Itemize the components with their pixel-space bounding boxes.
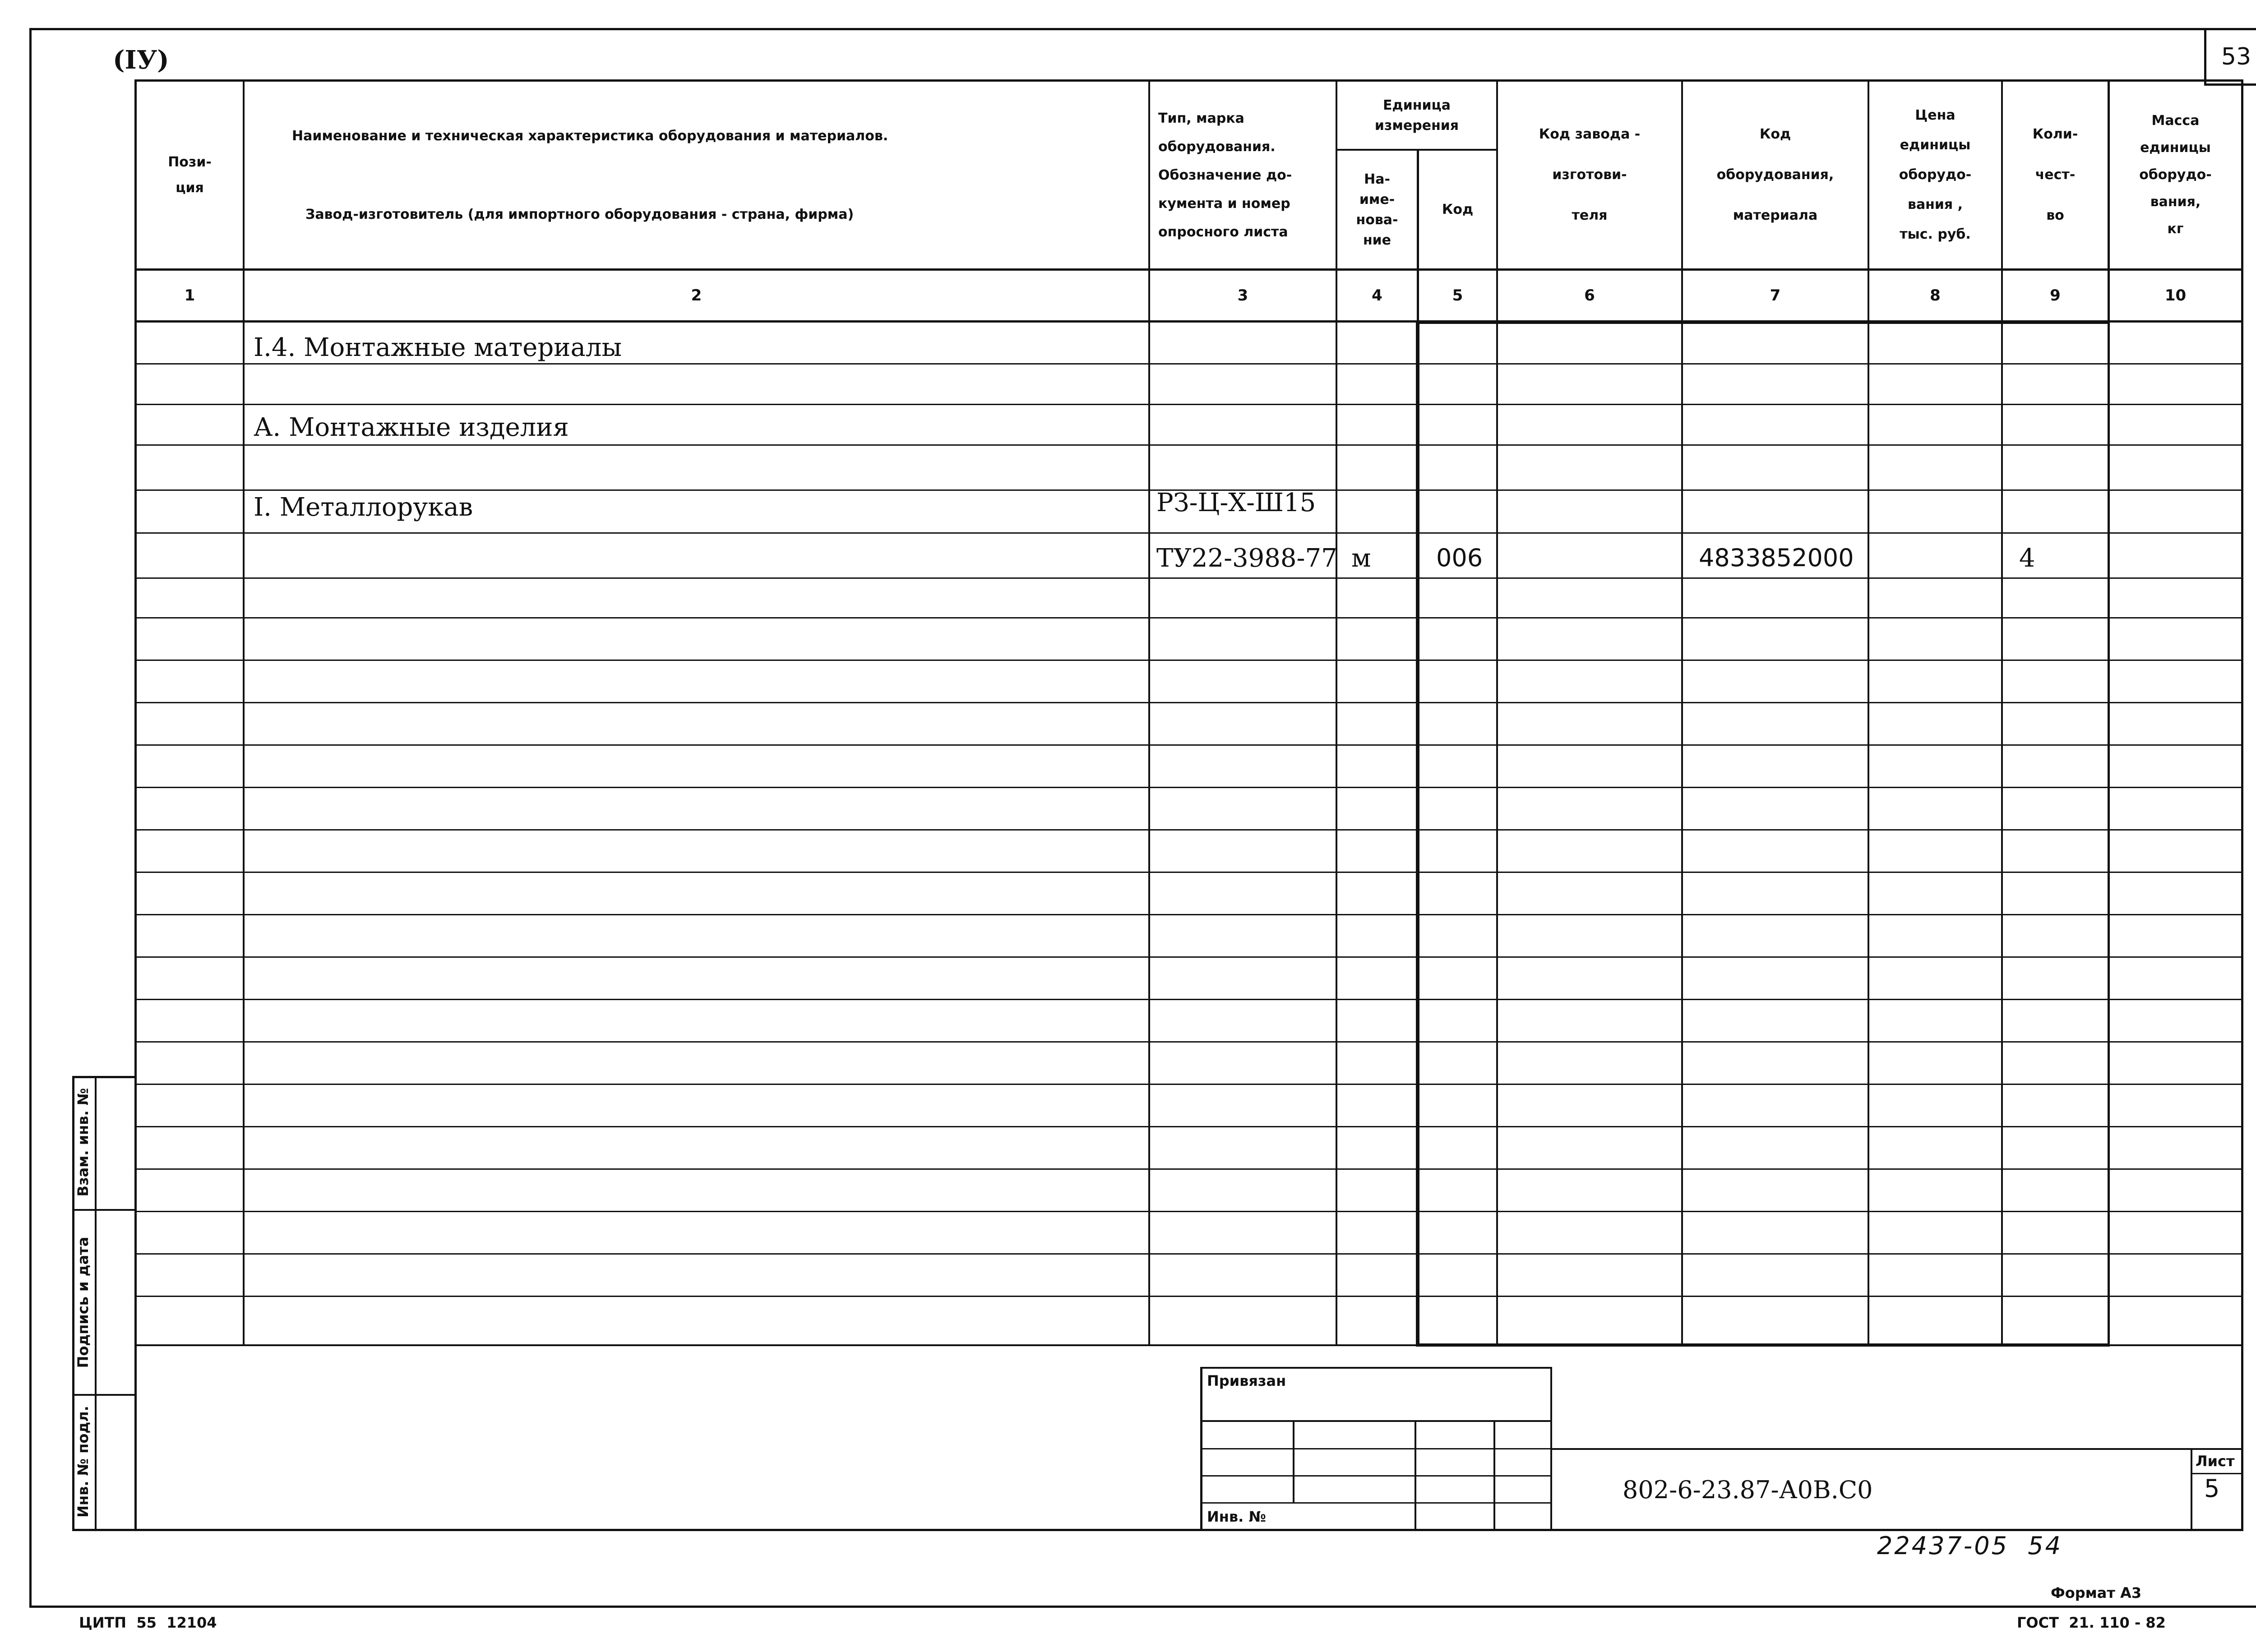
row-item-type: РЗ-Ц-Х-Ш15 — [1156, 488, 1316, 517]
row-rule — [134, 872, 2243, 873]
row-item-material-code: 4833852000 — [1699, 544, 1854, 572]
colnum-9: 9 — [2050, 286, 2061, 305]
outer-frame-top — [29, 28, 2256, 30]
header-col4: На- име- нова- ние — [1356, 171, 1398, 248]
colnum-4: 4 — [1372, 286, 1382, 305]
tb-vcol-1 — [1293, 1420, 1294, 1504]
row-item-unit: м — [1351, 544, 1371, 573]
thick-box-left — [1416, 321, 1419, 1347]
tb-privyazan: Привязан — [1207, 1372, 1286, 1389]
row-rule — [134, 1126, 2243, 1127]
header-col3: Тип, марка оборудования. Обозначение до- кумента и номер опросного листа — [1158, 110, 1292, 240]
colnum-1: 1 — [184, 286, 195, 305]
header-col5: Код — [1442, 202, 1474, 217]
row-item-quantity: 4 — [2019, 544, 2035, 573]
col-rule-2 — [1148, 79, 1150, 1346]
col-rule-1 — [243, 79, 245, 1346]
header-col8: Цена единицы оборудо- вания , тыс. руб. — [1899, 107, 1972, 242]
header-col10: Масса единицы оборудо- вания, кг — [2139, 113, 2212, 237]
row-rule — [134, 1211, 2243, 1212]
row-rule — [134, 444, 2243, 446]
section-mark: (IУ) — [113, 45, 169, 75]
header-col2-line1: Наименование и техническая характеристика оборудования и материалов. — [292, 128, 888, 144]
outer-frame-left — [29, 28, 32, 1608]
row-rule — [134, 999, 2243, 1000]
tb-row-2 — [1200, 1448, 1552, 1449]
row-rule — [134, 956, 2243, 958]
colnum-2: 2 — [691, 286, 702, 305]
row-item-spec: ТУ22-3988-77 — [1156, 544, 1337, 573]
stamp-sep-1 — [72, 1209, 137, 1211]
handwritten-number: 22437-05 54 — [1877, 1532, 2063, 1560]
colnum-8: 8 — [1930, 286, 1941, 305]
header-col9: Коли- чест- во — [2032, 126, 2078, 223]
stamp-mid-border — [95, 1076, 97, 1531]
row-rule — [134, 363, 2243, 365]
footer-citp: ЦИТП 55 12104 — [79, 1614, 217, 1631]
tb-inv-no: Инв. № — [1207, 1508, 1266, 1525]
stamp-podpis-data: Подпись и дата — [74, 1237, 92, 1368]
tb-sheet-no: 5 — [2204, 1474, 2220, 1503]
col-rule-9 — [2108, 79, 2110, 1346]
stamp-vzam-inv: Взам. инв. № — [74, 1088, 92, 1197]
colnum-6: 6 — [1584, 286, 1595, 305]
sheet-box-left — [2191, 1448, 2192, 1531]
col-rule-7 — [1868, 79, 1869, 1346]
body-end-rule — [134, 1344, 2243, 1346]
footer-format: Формат А3 — [2051, 1584, 2142, 1601]
table-right-border — [2241, 79, 2243, 1531]
row-rule — [134, 1253, 2243, 1255]
tb-sheet-label: Лист — [2196, 1453, 2235, 1470]
colnum-10: 10 — [2164, 286, 2187, 305]
header-col2-line2: Завод-изготовитель (для импортного оборудования - страна, фирма) — [305, 206, 854, 222]
row-rule — [134, 617, 2243, 618]
tb-doc-code: 802-6-23.87-А0В.С0 — [1623, 1476, 1873, 1504]
col-rule-3 — [1336, 79, 1337, 1346]
row-rule — [134, 702, 2243, 703]
row-rule — [134, 1296, 2243, 1297]
row-rule — [134, 1041, 2243, 1043]
col-rule-8 — [2001, 79, 2003, 1346]
header-col1: Пози- ция — [168, 154, 212, 196]
tb-code-top — [1550, 1448, 2243, 1450]
header-col6: Код завода - изготови- теля — [1539, 126, 1641, 223]
col-rule-5 — [1496, 79, 1498, 1346]
row-rule — [134, 787, 2243, 788]
row-section-title: I.4. Монтажные материалы — [254, 333, 622, 362]
row-rule — [134, 744, 2243, 746]
row-rule — [134, 829, 2243, 831]
col-rule-6 — [1681, 79, 1683, 1346]
tb-privyazan-top — [1200, 1367, 1552, 1369]
row-rule — [134, 577, 2243, 579]
row-rule — [134, 404, 2243, 405]
row-rule — [134, 1168, 2243, 1170]
row-rule — [134, 1084, 2243, 1085]
tb-row-1 — [1200, 1420, 1552, 1422]
thick-box-top — [1417, 321, 2110, 324]
row-item-name: I. Металлорукав — [254, 493, 473, 522]
row-rule — [134, 914, 2243, 915]
row-rule — [134, 660, 2243, 661]
outer-frame-bottom — [29, 1606, 2256, 1608]
stamp-inv-podl: Инв. № подл. — [74, 1406, 92, 1518]
colnum-7: 7 — [1770, 286, 1781, 305]
row-rule — [134, 532, 2243, 534]
colnum-3: 3 — [1237, 286, 1248, 305]
tb-row-4 — [1200, 1502, 1552, 1504]
table-bottom-border — [72, 1529, 2243, 1531]
tb-vcol-2 — [1415, 1420, 1416, 1531]
header-col7: Код оборудования, материала — [1716, 126, 1834, 223]
row-item-unit-code: 006 — [1436, 544, 1483, 572]
colnum-5: 5 — [1452, 286, 1463, 305]
footer-gost: ГОСТ 21. 110 - 82 — [2017, 1614, 2166, 1631]
row-subsection-title: А. Монтажные изделия — [254, 413, 569, 442]
tb-row-3 — [1200, 1475, 1552, 1477]
header-unit-group: Единица измерения — [1374, 97, 1459, 134]
header-col2 — [245, 82, 1148, 268]
page-number: 53 — [2221, 43, 2251, 70]
tb-vcol-3 — [1493, 1420, 1495, 1531]
